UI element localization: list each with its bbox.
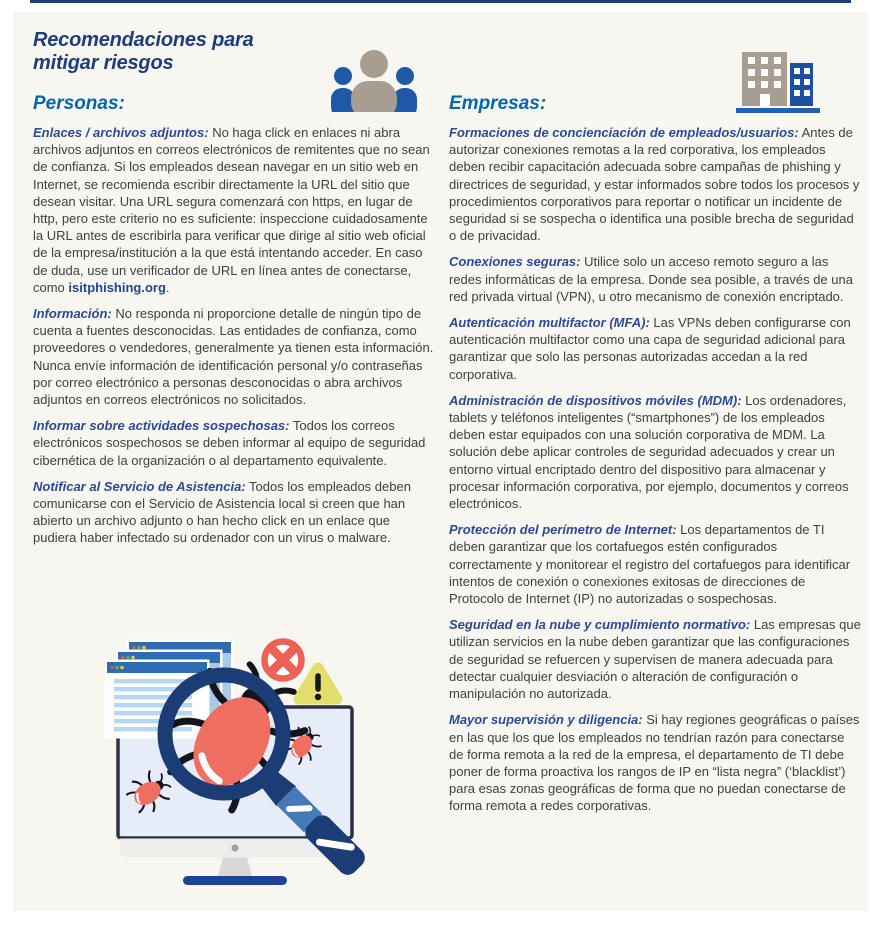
para-lead: Informar sobre actividades sospechosas: (33, 418, 290, 434)
malware-scan-illustration-svg (95, 630, 405, 920)
para-conexiones-seguras (449, 253, 861, 305)
para-body: Los departamentos de TI deben garantizar que los cortafuegos estén configurados correctamente y monitorear el registro del cortafuegos para identificar intentos de conexión o conexiones exitosas de direcciones de Protocolo de Internet (IP) no autorizadas o sospechosas. (449, 522, 851, 607)
para-body: Todos los correos electrónicos sospechosos se deben informar al equipo de seguridad cibernética de la organización o al departamento equivalente. (33, 418, 426, 468)
page-title-line2: mitigar riesgos (33, 52, 174, 74)
para-lead: Mayor supervisión y diligencia: (449, 712, 643, 728)
para-mfa (449, 314, 861, 383)
para-body: No responda ni proporcione detalle de ningún tipo de cuenta a fuentes desconocidas. Las entidades de confianza, como proveedores o vendedores, generalmente ya tienen esta información. Nunca envíe información de identificación personal y/o contraseñas por correo electrónico a personas desconocidas o abra archivos adjuntos en correos electrónicos no solicitados. (33, 306, 434, 408)
para-enlaces (33, 124, 436, 296)
people-group-icon (330, 48, 418, 117)
para-lead: Conexiones seguras: (449, 254, 581, 270)
para-lead: Enlaces / archivos adjuntos: (33, 125, 209, 140)
para-perimetro-internet (449, 521, 861, 607)
para-lead: Autenticación multifactor (MFA): (449, 315, 650, 331)
para-formaciones (449, 124, 861, 244)
page-title-line1: Recomendaciones para (33, 29, 254, 51)
para-seguridad-nube (449, 616, 861, 702)
para-body: Antes de autorizar conexiones remotas a la red corporativa, los empleados deben recibir capacitación adecuada sobre campañas de phishing y directrices de seguridad, y estar informados sobre todos los procesos y procedimientos corporativos para reportar o notificar un incidente de seguridad si se sospecha o identifica una posible brecha de seguridad o de privacidad. (449, 125, 860, 244)
isitphishing-link-text: isitphishing.org (68, 279, 166, 295)
para-body: Todos los empleados deben comunicarse con el Servicio de Asistencia local si creen que han abierto un archivo adjunto o han hecho click en un enlace que pudiera haber infectado su ordenador con un virus o malware. (33, 478, 411, 546)
para-lead: Protección del perímetro de Internet: (449, 522, 677, 538)
empresas-column (449, 92, 861, 815)
office-buildings-icon (736, 52, 820, 119)
para-lead: Seguridad en la nube y cumplimiento normativo: (449, 617, 751, 633)
empresas-heading: Empresas: (449, 93, 547, 114)
para-lead: Formaciones de concienciación de empleados/usuarios: (449, 125, 799, 140)
warning-triangle-icon (299, 668, 337, 700)
para-body: Los ordenadores, tablets y teléfonos inteligentes (“smartphones”) de los empleados deben estar equipados con una solución corporativa de MDM. La solución debe aplicar controles de seguridad adecuados y crear un entorno virtual encriptado dentro del dispositivo para almacenar y procesar información corporativa, por ejemplo, documentos y correos electrónicos. (449, 392, 849, 512)
malware-scan-illustration (95, 630, 405, 925)
para-informacion (33, 305, 436, 408)
para-body: Utilice solo un acceso remoto seguro a las redes informáticas de la empresa. Donde sea posible, a través de una red privada virtual (VPN), u otro mecanismo de conexión encriptado. (449, 254, 853, 304)
para-lead: Administración de dispositivos móviles (MDM): (449, 392, 742, 408)
people-group-icon-svg (330, 48, 418, 112)
personas-heading: Personas: (33, 93, 125, 114)
para-after: . (165, 279, 170, 295)
para-notificar-servicio (33, 478, 436, 547)
top-divider-rule (30, 0, 851, 3)
para-informar-actividades (33, 417, 436, 469)
para-mdm (449, 392, 861, 512)
error-cross-icon (265, 642, 302, 679)
para-body: Las VPNs deben configurarse con autenticación multifactor como una capa de seguridad adicional para garantizar que solo las personas autorizadas accedan a la red corporativa. (449, 315, 851, 382)
para-mayor-supervision (449, 711, 861, 814)
para-body: Las empresas que utilizan servicios en la nube deben garantizar que las configuraciones de seguridad se refuercen y supervisen de manera adecuada para detectar cualquier desviación o alteración de configuración o manipulación no autorizada. (449, 617, 861, 702)
para-lead: Información: (33, 306, 112, 322)
page-card (13, 12, 868, 911)
para-body: Si hay regiones geográficas o países en las que los que los empleados no tendrían razón para conectarse de forma remota a la red de la empresa, el departamento de TI debe poner de forma proactiva los rangos de IP en “lista negra” (‘blacklist’) para esas zonas geográficas de forma que no puedan conectarse de forma remota a redes corporativas. (449, 712, 860, 814)
office-buildings-icon-svg (736, 52, 820, 114)
para-body: No haga click en enlaces ni abra archivos adjuntos en correos electrónicos de remitentes que no sean de confianza. Si los empleados desean navegar en un sitio web en Internet, se recomienda escribir directamente la URL del sitio que desean visitar. Una URL segura comenzará con https, en lugar de http, pero este criterio no es suficiente: inspeccione cuidadosamente la URL antes de escribirla para verificar que dirige al sitio web oficial de la empresa/institución a la que está intentando acceder. En caso de duda, use un verificador de URL en línea antes de conectarse, como (33, 125, 430, 295)
para-lead: Notificar al Servicio de Asistencia: (33, 478, 246, 494)
